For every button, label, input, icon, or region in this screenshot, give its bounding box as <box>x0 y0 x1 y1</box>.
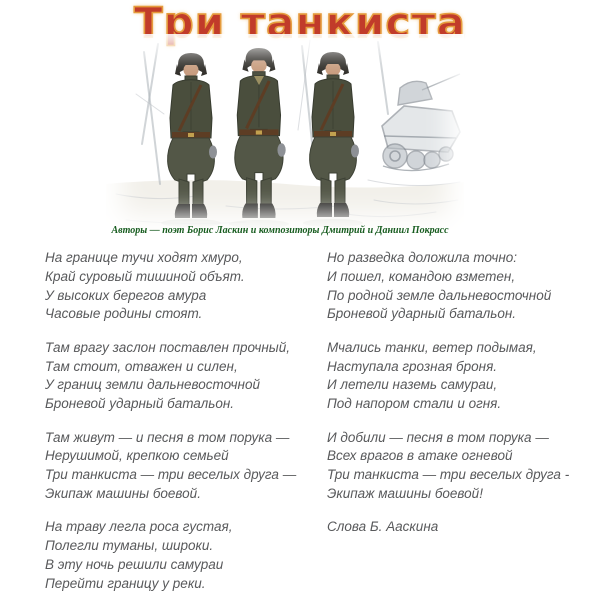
lyric-line: Мчались танки, ветер подымая, <box>327 339 537 355</box>
tankmen-illustration-svg <box>106 34 464 230</box>
lyric-line: Перейти границу у реки. <box>45 575 206 591</box>
lyric-line: И добили — песня в том порука — <box>327 429 549 445</box>
stanza <box>45 339 296 414</box>
authors-caption: Авторы — поэт Борис Ласкин и композиторы Дмитрий и Даниил Покрасс <box>111 225 449 236</box>
lyric-line: У границ земли дальневосточной <box>45 377 260 393</box>
lyric-line: Край суровый тишиной объят. <box>45 268 245 284</box>
lyric-line: Три танкиста — три веселых друга — <box>45 467 297 483</box>
lyric-line: Три танкиста — три веселых друга - <box>327 467 570 483</box>
lyric-line: Наступала грозная броня. <box>327 358 498 374</box>
lyric-line: Всех врагов в атаке огневой <box>327 448 513 464</box>
lyric-line: Там живут — и песня в том порука — <box>45 429 290 445</box>
lyric-line: Экипаж машины боевой. <box>45 485 201 501</box>
stanza <box>327 429 569 504</box>
lyrics-column-left <box>45 249 296 608</box>
lyric-line: Нерушимой, крепкою семьей <box>45 448 229 464</box>
lyric-line: Броневой ударный батальон. <box>45 396 235 412</box>
lyric-line: На траву легла роса густая, <box>45 519 233 535</box>
lyric-line: На границе тучи ходят хмуро, <box>45 250 243 265</box>
lyric-line: Экипаж машины боевой! <box>327 485 483 501</box>
lyric-line: И пошел, командою взметен, <box>327 268 516 284</box>
lyric-line: По родной земле дальневосточной <box>327 287 552 303</box>
lyric-line: В эту ночь решили самураи <box>45 556 224 572</box>
tankmen-illustration <box>106 34 464 230</box>
lyric-line: Там врагу заслон поставлен прочный, <box>45 339 291 355</box>
lyric-line: Часовые родины стоят. <box>45 306 203 322</box>
stanza <box>327 339 569 414</box>
lyric-line: Броневой ударный батальон. <box>327 306 517 322</box>
lyrics-column-right <box>327 249 569 537</box>
credit-line: Слова Б. Ааскина <box>327 519 439 535</box>
lyric-line: И летели наземь самураи, <box>327 377 498 393</box>
lyric-line: У высоких берегов амура <box>45 287 207 303</box>
lyric-line: Но разведка доложила точно: <box>327 250 518 265</box>
stanza <box>45 249 296 324</box>
lyric-line: Под напором стали и огня. <box>327 396 502 412</box>
stanza <box>327 249 569 324</box>
stanza <box>45 429 296 504</box>
lyric-line: Там стоит, отважен и силен, <box>45 358 238 374</box>
lyric-line: Полегли туманы, широки. <box>45 538 214 554</box>
stanza <box>45 518 296 593</box>
page-title: Три танкиста <box>134 0 466 47</box>
